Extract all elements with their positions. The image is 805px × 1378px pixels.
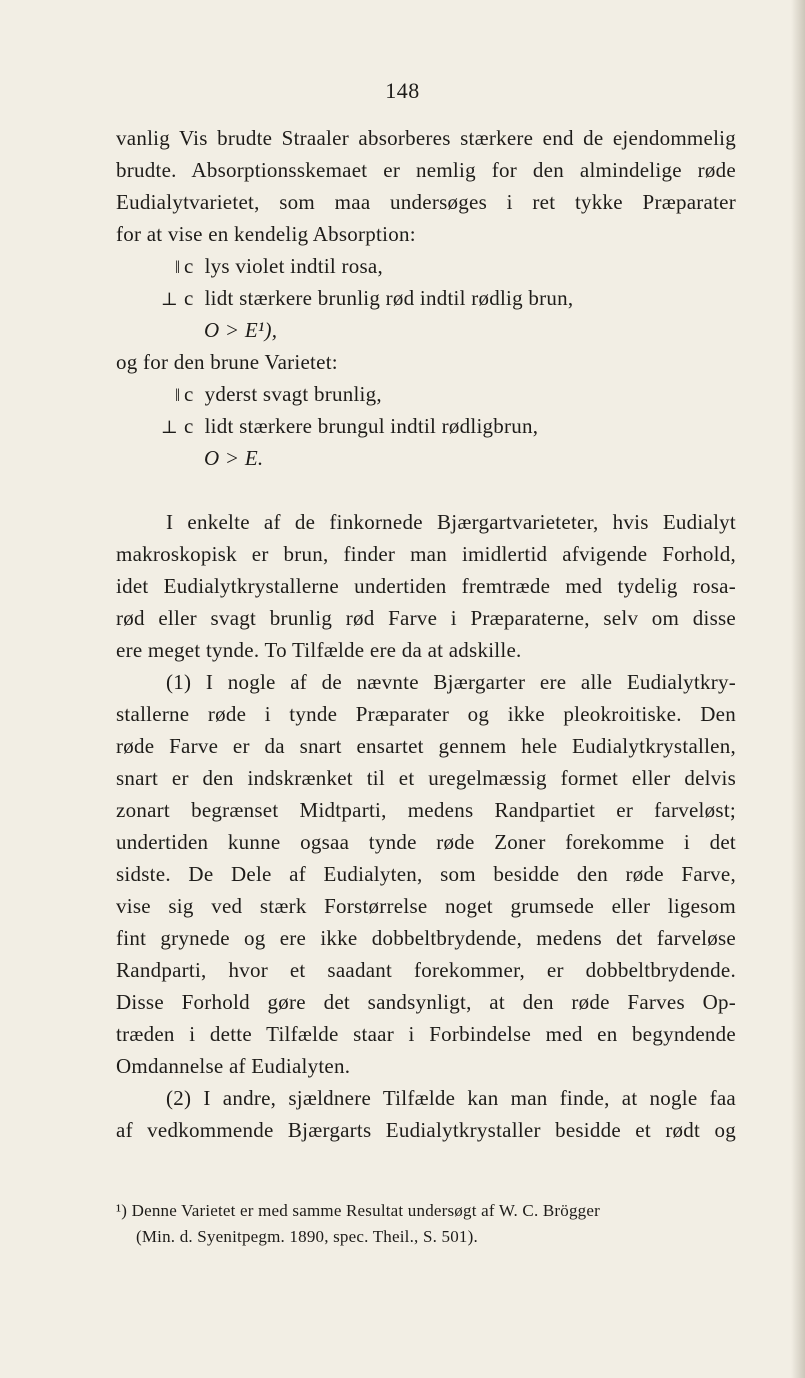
page-number: 148 (385, 78, 420, 103)
text-line: snart er den indskrænket til et uregelmæssig formet eller delvis (116, 766, 736, 790)
footnote-text: Denne Varietet er med samme Resultat undersøgt af W. C. Brögger (131, 1201, 600, 1220)
perpendicular-symbol: ⊥ (160, 417, 178, 437)
text-line: zonart begrænset Midtparti, medens Randpartiet er farveløst; (116, 798, 736, 822)
text-line: Omdannelse af Eudialyten. (116, 1054, 351, 1078)
footnote-line: (Min. d. Syenitpegm. 1890, spec. Theil., S. 501). (136, 1227, 478, 1246)
scheme-row-parallel (116, 378, 736, 410)
parallel-symbol: ‖ (174, 385, 178, 405)
text-line: undertiden kunne ogsaa tynde røde Zoner forekomme i det (116, 830, 736, 854)
text-line: (2) I andre, sjældnere Tilfælde kan man finde, at nogle faa (166, 1086, 736, 1110)
scheme-row-perpendicular (116, 282, 736, 314)
axis-c: c (184, 254, 194, 278)
parallel-symbol: ‖ (174, 257, 178, 277)
scheme-text: lys violet indtil rosa, (204, 254, 383, 278)
text-line: I enkelte af de finkornede Bjærgartvarieteter, hvis Eudialyt (166, 510, 736, 534)
text-line: sidste. De Dele af Eudialyten, som besidde den røde Farve, (116, 862, 736, 886)
brown-variety-intro (116, 346, 736, 378)
text-line: brudte. Absorptionsskemaet er nemlig for den almindelige røde (116, 158, 736, 182)
text-line: ere meget tynde. To Tilfælde ere da at adskille. (116, 638, 522, 662)
absorption-scheme-brown (116, 378, 736, 474)
text-line: røde Farve er da snart ensartet gennem hele Eudialytkrystallen, (116, 734, 736, 758)
text-line: og for den brune Varietet: (116, 350, 338, 374)
axis-c: c (184, 286, 194, 310)
scheme-row-parallel (116, 250, 736, 282)
axis-c: c (184, 414, 194, 438)
footnote (116, 1198, 756, 1250)
absorption-formula: O > E. (204, 446, 264, 470)
text-line: vise sig ved stærk Forstørrelse noget grumsede eller ligesom (116, 894, 736, 918)
text-line: træden i dette Tilfælde staar i Forbindelse med en begyndende (116, 1022, 736, 1046)
text-line: Randparti, hvor et saadant forekommer, er dobbeltbrydende. (116, 958, 736, 982)
absorption-formula: O > E¹), (204, 318, 278, 342)
page-edge-shadow (791, 0, 805, 1378)
text-line: stallerne røde i tynde Præparater og ikke pleokroitiske. Den (116, 702, 736, 726)
intro-paragraph (116, 122, 736, 250)
paragraph-3 (116, 1082, 736, 1146)
perpendicular-symbol: ⊥ (160, 289, 178, 309)
axis-c: c (184, 382, 194, 406)
text-line: rød eller svagt brunlig rød Farve i Præparaterne, selv om disse (116, 606, 736, 630)
scheme-text: yderst svagt brunlig, (204, 382, 382, 406)
scheme-text: lidt stærkere brunlig rød indtil rødlig brun, (204, 286, 574, 310)
footnote-marker: ¹) (116, 1201, 128, 1220)
text-line: Eudialytvarietet, som maa undersøges i ret tykke Præparater (116, 190, 736, 214)
paragraph-2 (116, 666, 736, 1082)
text-line: vanlig Vis brudte Straaler absorberes stærkere end de ejendommelig (116, 126, 736, 150)
paragraph-1 (116, 506, 736, 666)
text-line: idet Eudialytkrystallerne undertiden fremtræde med tydelig rosa- (116, 574, 736, 598)
text-line: fint grynede og ere ikke dobbeltbrydende, medens det farveløse (116, 926, 736, 950)
absorption-scheme-red (116, 250, 736, 346)
scheme-row-perpendicular (116, 410, 736, 442)
text-line: Disse Forhold gøre det sandsynligt, at den røde Farves Op- (116, 990, 736, 1014)
text-line: (1) I nogle af de nævnte Bjærgarter ere alle Eudialytkry- (166, 670, 736, 694)
scheme-text: lidt stærkere brungul indtil rødligbrun, (204, 414, 539, 438)
footnote-line (116, 1198, 756, 1224)
text-line: af vedkommende Bjærgarts Eudialytkrystaller besidde et rødt og (116, 1118, 736, 1142)
text-line: makroskopisk er brun, finder man imidlertid afvigende Forhold, (116, 542, 736, 566)
text-line: for at vise en kendelig Absorption: (116, 222, 416, 246)
